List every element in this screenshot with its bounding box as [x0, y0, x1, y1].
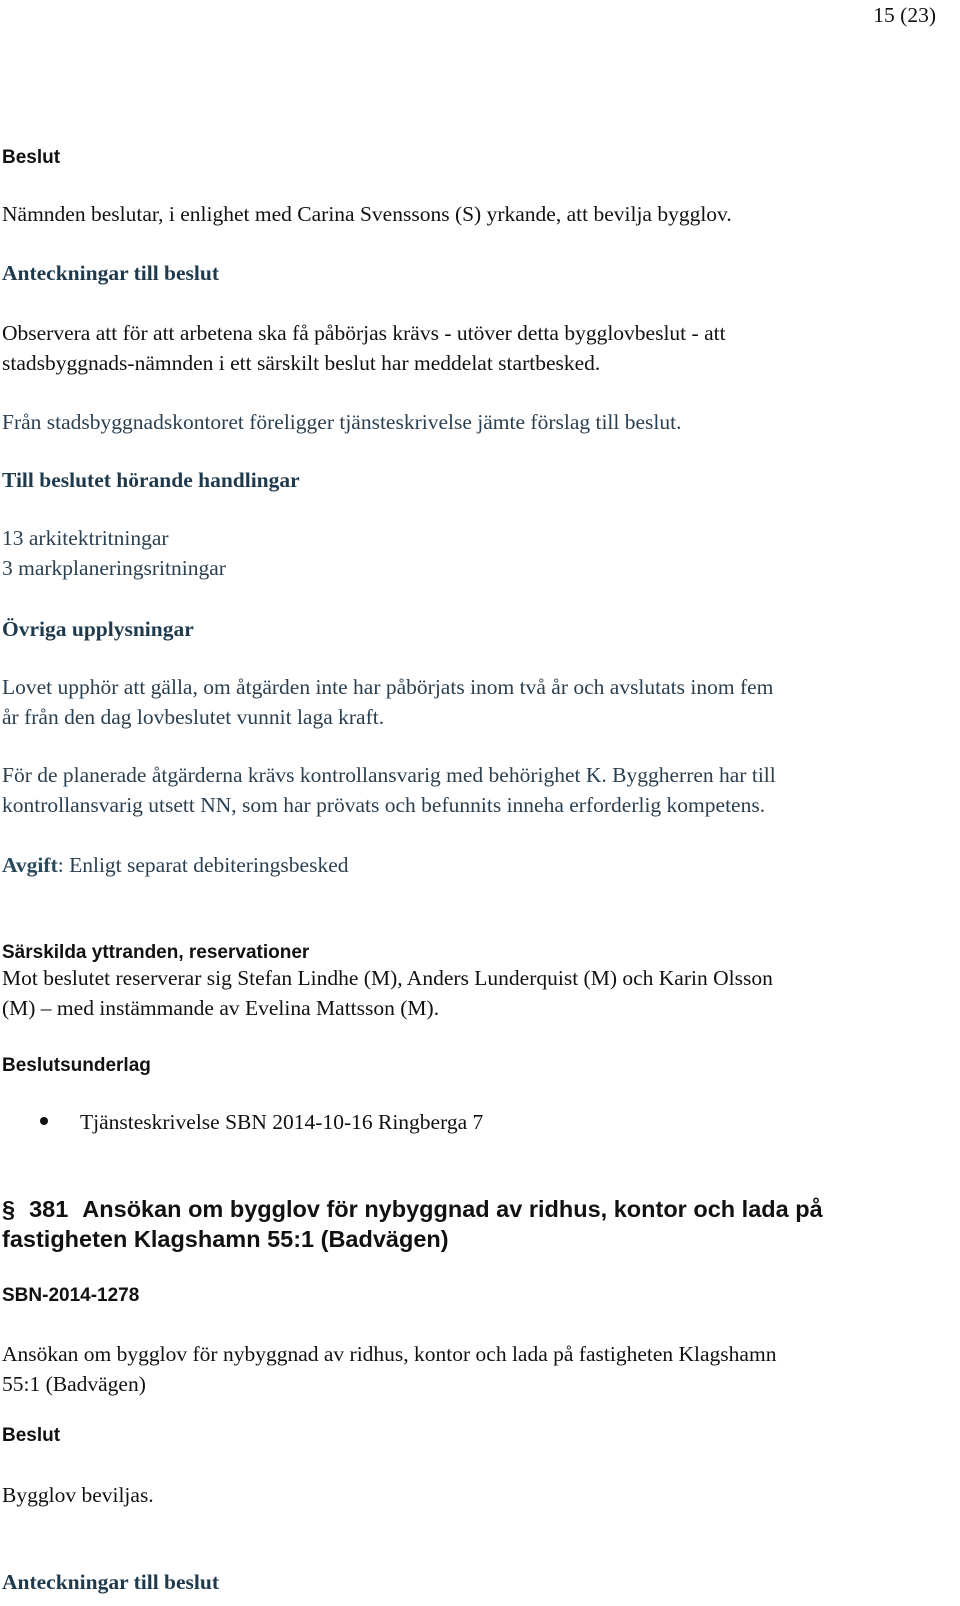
desc-line-1: Ansökan om bygglov för nybyggnad av ridhus, kontor och lada på fastigheten Klagshamn — [2, 1342, 777, 1366]
lovet-line-2: år från den dag lovbeslutet vunnit laga kraft. — [2, 705, 385, 729]
handlingar-item: 13 arkitektritningar — [2, 526, 169, 550]
beslut-heading-2: Beslut — [2, 1425, 61, 1446]
avgift-text: : Enligt separat debiteringsbesked — [57, 853, 349, 877]
arende-title-line-2: fastigheten Klagshamn 55:1 (Badvägen) — [2, 1226, 449, 1252]
avgift-label: Avgift — [2, 853, 58, 877]
beslut-text-2: Bygglov beviljas. — [2, 1483, 154, 1507]
sarskilda-heading: Särskilda yttranden, reservationer — [2, 942, 310, 963]
lovet-line-1: Lovet upphör att gälla, om åtgärden inte har påbörjats inom två år och avslutats inom fem — [2, 675, 774, 699]
sarskilda-line-2: (M) – med instämmande av Evelina Mattsson (M). — [2, 996, 440, 1020]
paragraph-symbol: § — [2, 1196, 16, 1222]
avgift-line — [2, 850, 349, 880]
anteckningar-heading: Anteckningar till beslut — [2, 261, 220, 285]
kontroll-line-2: kontrollansvarig utsett NN, som har prövats och befunnits inneha erforderlig kompetens. — [2, 793, 766, 817]
arende-number: 381 — [29, 1196, 69, 1222]
arende-title — [2, 1194, 952, 1254]
desc-line-2: 55:1 (Badvägen) — [2, 1372, 146, 1396]
sarskilda-line-1: Mot beslutet reserverar sig Stefan Lindhe (M), Anders Lunderquist (M) och Karin Olsson — [2, 966, 773, 990]
bullet-icon — [40, 1117, 48, 1125]
arende-title-line-1: Ansökan om bygglov för nybyggnad av ridhus, kontor och lada på — [82, 1196, 823, 1222]
underlag-heading: Beslutsunderlag — [2, 1055, 151, 1076]
anteckningar-heading-2: Anteckningar till beslut — [2, 1570, 220, 1594]
beslut-heading: Beslut — [2, 147, 61, 168]
anteckningar-line-2: stadsbyggnads-nämnden i ett särskilt beslut har meddelat startbesked. — [2, 351, 601, 375]
case-id: SBN-2014-1278 — [2, 1285, 140, 1306]
handlingar-item: 3 markplaneringsritningar — [2, 556, 226, 580]
handlingar-heading: Till beslutet hörande handlingar — [2, 468, 300, 492]
fran-text: Från stadsbyggnadskontoret föreligger tjänsteskrivelse jämte förslag till beslut. — [2, 410, 682, 434]
underlag-item: Tjänsteskrivelse SBN 2014-10-16 Ringberga 7 — [80, 1110, 484, 1134]
beslut-text: Nämnden beslutar, i enlighet med Carina Svenssons (S) yrkande, att bevilja bygglov. — [2, 202, 732, 226]
anteckningar-line-1: Observera att för att arbetena ska få påbörjas krävs - utöver detta bygglovbeslut - att — [2, 321, 726, 345]
page-number: 15 (23) — [873, 3, 936, 27]
kontroll-line-1: För de planerade åtgärderna krävs kontrollansvarig med behörighet K. Byggherren har till — [2, 763, 776, 787]
ovriga-heading: Övriga upplysningar — [2, 617, 194, 641]
